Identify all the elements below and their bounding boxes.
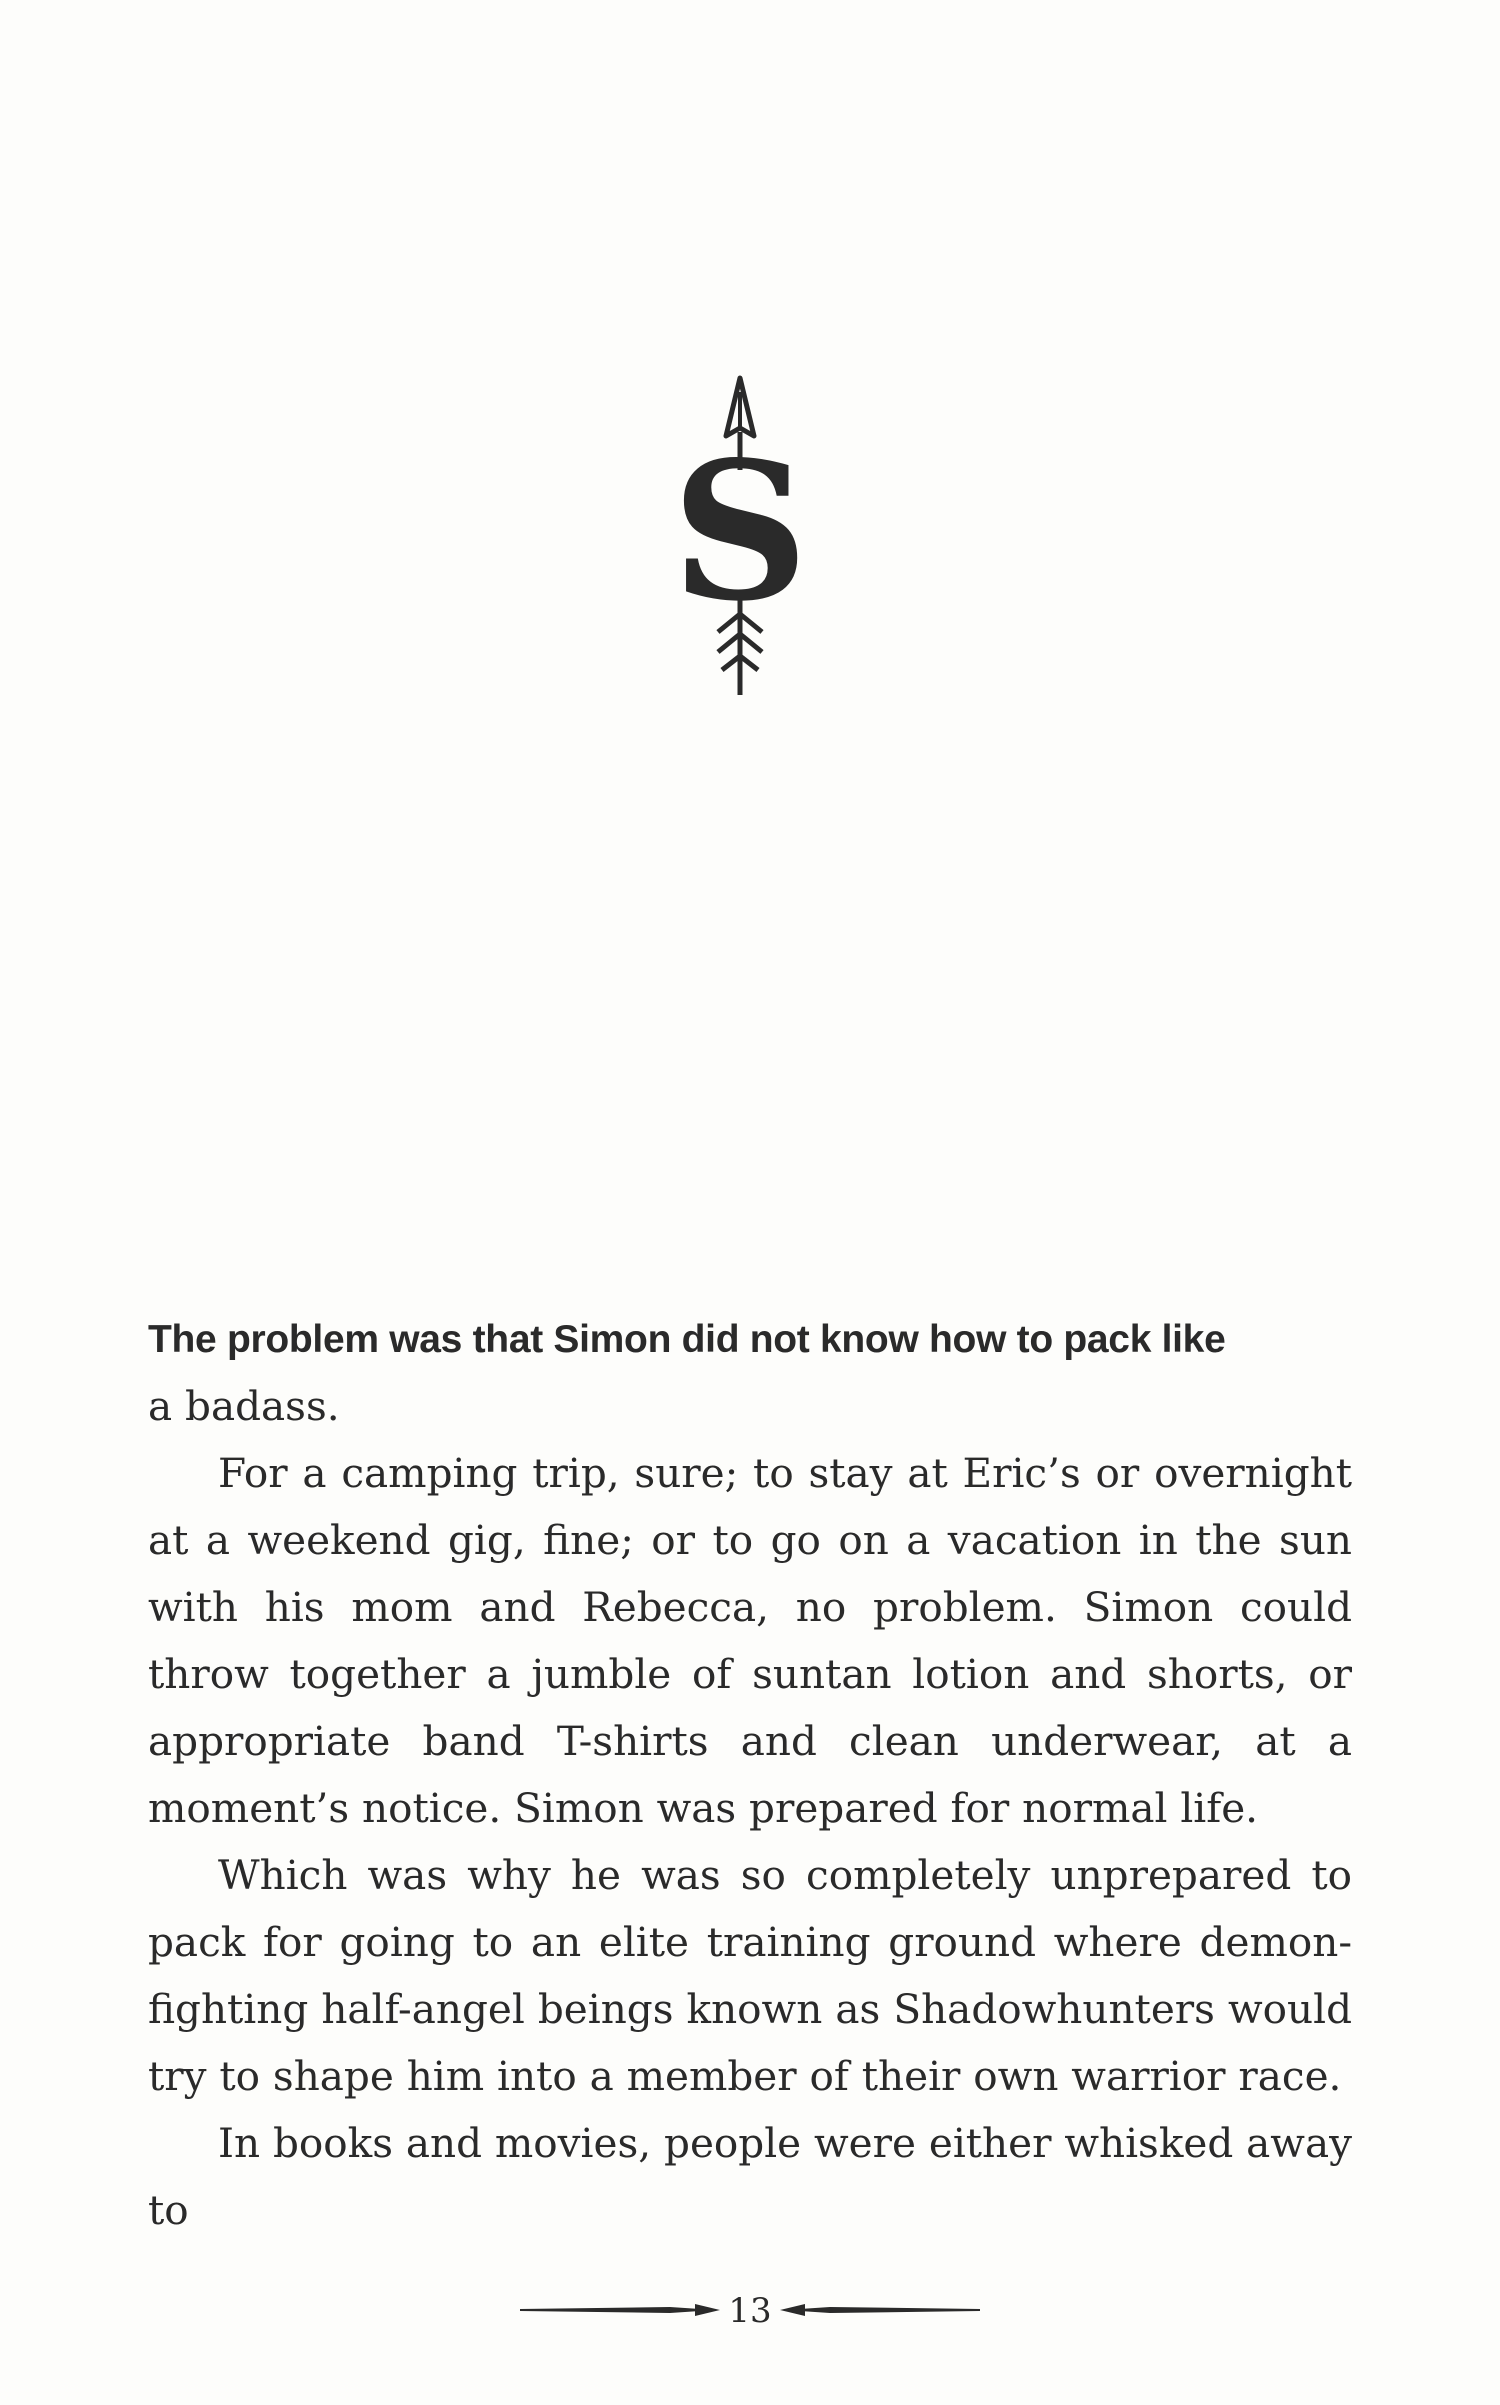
body-text xyxy=(148,1305,1352,2244)
paragraph-1 xyxy=(148,1305,1352,1440)
paragraph-2: For a camping trip, sure; to stay at Eric’s or overnight at a weekend gig, fine; or to go on a vacation in the sun with his mom and Rebecca, no problem. Simon could throw together a jumble of suntan lotion and shorts, or appropriate band T-shirts and clean underwear, at a moment’s notice. Simon was prepared for normal life. xyxy=(148,1449,1352,1832)
paragraph-1-rest: a badass. xyxy=(148,1382,340,1430)
lead-in-text: The problem was that Simon did not know how to pack like xyxy=(148,1318,1226,1361)
paragraph-3: Which was why he was so completely unprepared to pack for going to an elite training ground where demon-fighting half-angel beings known as Shadowhunters would try to shape him into a member of their own warrior race. xyxy=(148,1851,1352,2100)
paragraph-4: In books and movies, people were either whisked away to xyxy=(148,2119,1352,2234)
page-number: 13 xyxy=(728,2291,772,2331)
emblem-letter: S xyxy=(671,420,809,643)
page-number-ornament xyxy=(520,2285,980,2335)
s-arrow-emblem-icon xyxy=(671,370,809,710)
